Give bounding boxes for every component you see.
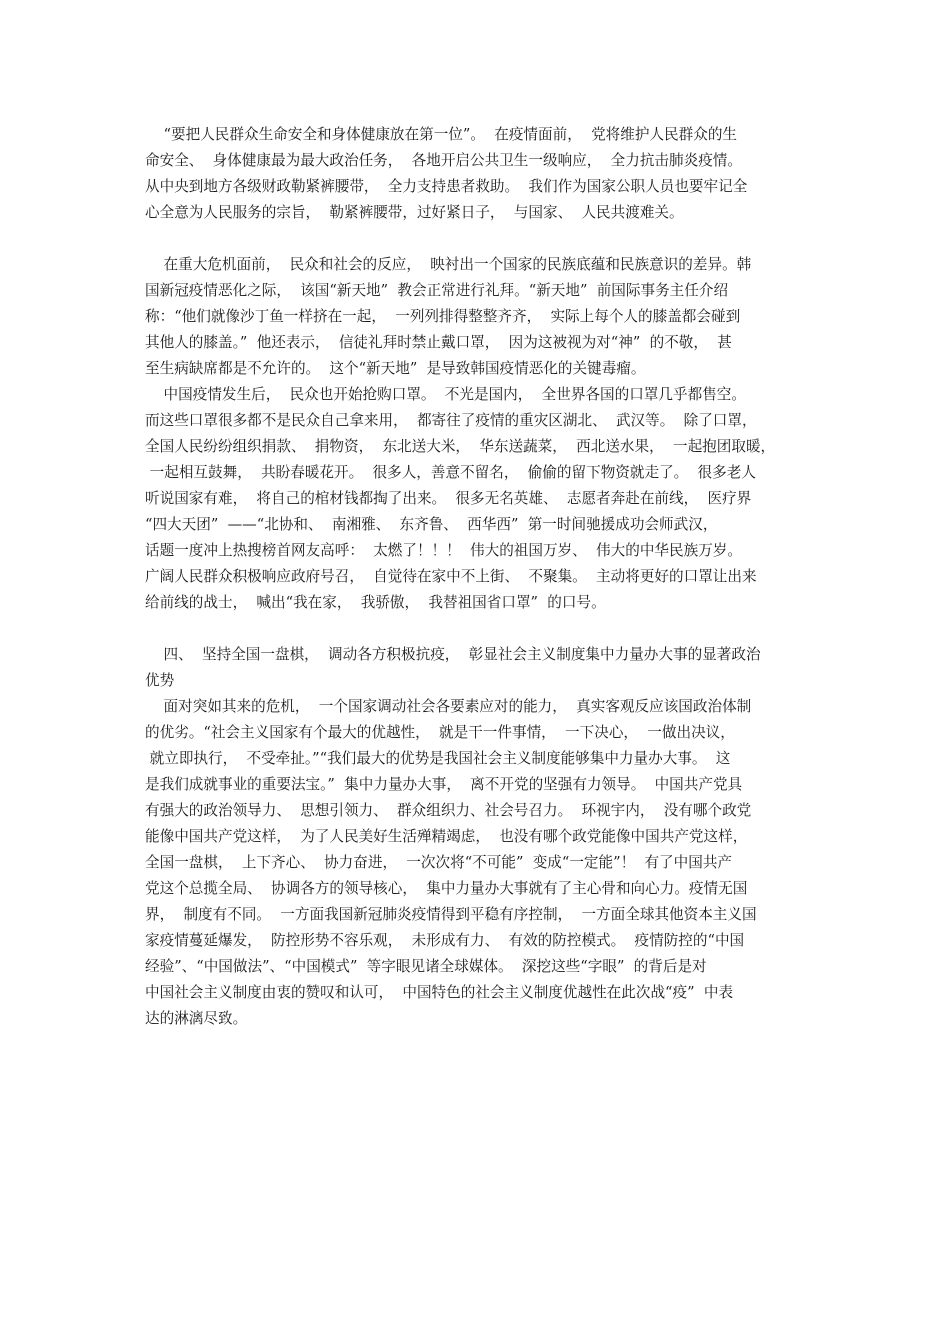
text-line: 从中央到地方各级财政勒紧裤腰带， 全力支持患者救助。 我们作为国家公职人员也要牢记全 [145,178,748,195]
text-line: 党这个总揽全局、 协调各方的领导核心， 集中力量办大事就有了主心骨和向心力。疫情无国 [145,880,748,897]
text-line: 达的淋漓尽致。 [145,1010,248,1027]
section-heading: 优势 [145,672,175,689]
text-line: “要把人民群众生命安全和身体健康放在第一位”。 在疫情面前， 党将维护人民群众的生 [145,126,738,143]
text-line: 至生病缺席都是不允许的。 这个“新天地” 是导致韩国疫情恶化的关键毒瘤。 [145,360,646,377]
text-line: 心全意为人民服务的宗旨， 勒紧裤腰带，过好紧日子， 与国家、 人民共渡难关。 [145,204,684,221]
text-line: 面对突如其来的危机， 一个国家调动社会各要素应对的能力， 真实客观反应该国政治体制 [145,698,752,715]
text-line: 中国疫情发生后， 民众也开始抢购口罩。 不光是国内， 全世界各国的口罩几乎都售空。 [145,386,746,403]
text-line: “四大天团” ——“北协和、 南湘雅、 东齐鲁、 西华西” 第一时间驰援成功会师武汉， [145,516,718,533]
text-line: 话题一度冲上热搜榜首网友高呼： 太燃了！！！ 伟大的祖国万岁、 伟大的中华民族万岁。 [145,542,742,559]
text-line: 界， 制度有不同。 一方面我国新冠肺炎疫情得到平稳有序控制， 一方面全球其他资本主义国 [145,906,757,923]
text-line: 全国一盘棋， 上下齐心、 协力奋进， 一次次将“不可能” 变成“一定能”！ 有了中国共产 [145,854,733,871]
text-line: 广阔人民群众积极响应政府号召， 自觉待在家中不上街、 不聚集。 主动将更好的口罩让出来 [145,568,757,585]
section-heading: 四、 坚持全国一盘棋， 调动各方积极抗疫， 彰显社会主义制度集中力量办大事的显著政治 [145,646,761,663]
text-line: 是我们成就事业的重要法宝。” 集中力量办大事， 离不开党的坚强有力领导。 中国共产党具 [145,776,743,793]
text-line: 国新冠疫情恶化之际， 该国“新天地” 教会正常进行礼拜。“新天地” 前国际事务主任介绍 [145,282,729,299]
text-line: 其他人的膝盖。” 他还表示， 信徒礼拜时禁止戴口罩， 因为这被视为对“神” 的不敬， 甚 [145,334,732,351]
text-line: 命安全、 身体健康最为最大政治任务， 各地开启公共卫生一级响应， 全力抗击肺炎疫情。 [145,152,742,169]
text-line: 称：“他们就像沙丁鱼一样挤在一起， 一列列排得整整齐齐， 实际上每个人的膝盖都会碰到 [145,308,741,325]
text-line: 中国社会主义制度由衷的赞叹和认可， 中国特色的社会主义制度优越性在此次战“疫” 中表 [145,984,734,1001]
text-line: 一起相互鼓舞， 共盼春暖花开。 很多人，善意不留名， 偷偷的留下物资就走了。 很多老人 [145,464,756,481]
text-line: 全国人民纷纷组织捐款、 捐物资， 东北送大米， 华东送蔬菜， 西北送水果， 一起抱团取暖， [145,438,776,455]
text-line: 而这些口罩很多都不是民众自己拿来用， 都寄往了疫情的重灾区湖北、 武汉等。 除了口罩， [145,412,757,429]
text-line: 就立即执行， 不受牵扯。”“我们最大的优势是我国社会主义制度能够集中力量办大事。 这 [145,750,731,767]
text-line: 的优劣。“社会主义国家有个最大的优越性， 就是干一件事情， 一下决心， 一做出决议， [145,724,735,741]
text-line: 家疫情蔓延爆发， 防控形势不容乐观， 未形成有力、 有效的防控模式。 疫情防控的“中国 [145,932,745,949]
text-line: 给前线的战士， 喊出“我在家， 我骄傲， 我替祖国省口罩” 的口号。 [145,594,606,611]
text-line: 听说国家有难， 将自己的棺材钱都掏了出来。 很多无名英雄、 志愿者奔赴在前线， 医疗界 [145,490,752,507]
text-line: 在重大危机面前， 民众和社会的反应， 映衬出一个国家的民族底蕴和民族意识的差异。韩 [145,256,752,273]
text-line: 经验”、“中国做法”、“中国模式” 等字眼见诸全球媒体。 深挖这些“字眼” 的背后是对 [145,958,707,975]
text-line: 能像中国共产党这样， 为了人民美好生活殚精竭虑， 也没有哪个政党能像中国共产党这样， [145,828,748,845]
text-line: 有强大的政治领导力、 思想引领力、 群众组织力、社会号召力。 环视宇内， 没有哪个政党 [145,802,752,819]
